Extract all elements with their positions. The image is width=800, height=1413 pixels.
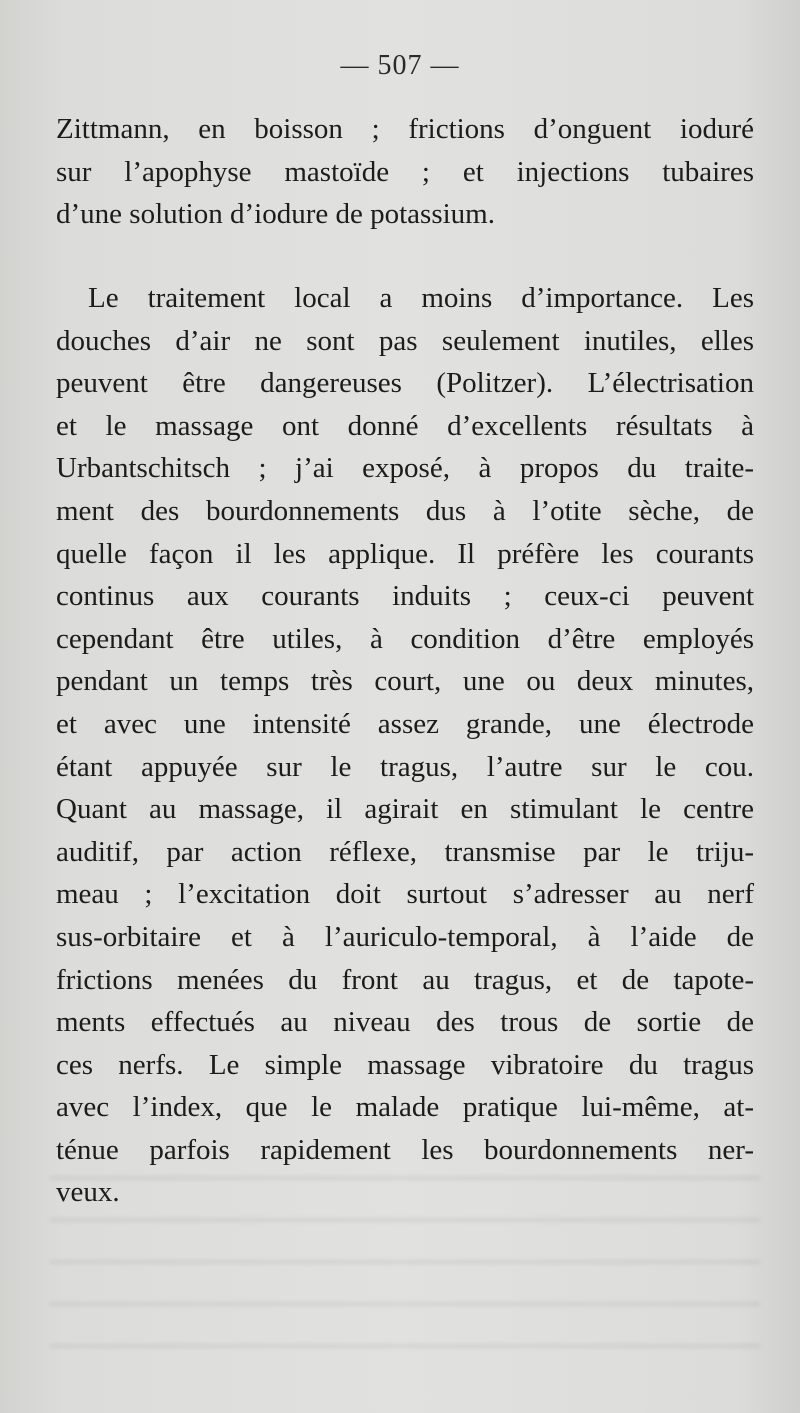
- text-line: Le traitement local a moins d’importance. Les: [88, 282, 754, 314]
- paragraph-2: [56, 277, 754, 1214]
- text-line: ténue parfois rapidement les bourdonnements ner-: [56, 1133, 754, 1166]
- text-line: avec l’index, que le malade pratique lui-même, at-: [56, 1091, 754, 1124]
- paragraph-1: [56, 108, 754, 236]
- text-line: veux.: [56, 1176, 120, 1209]
- text-line: ments effectués au niveau des trous de sortie de: [56, 1006, 754, 1039]
- text-line: pendant un temps très court, une ou deux minutes,: [56, 665, 754, 698]
- text-line: d’une solution d’iodure de potassium.: [56, 198, 495, 231]
- show-through-shadow: [50, 1150, 760, 1360]
- page-number: — 507 —: [340, 50, 460, 81]
- text-line: douches d’air ne sont pas seulement inutiles, elles: [56, 324, 754, 357]
- text-line: sur l’apophyse mastoïde ; et injections tubaires: [56, 155, 754, 188]
- text-line: quelle façon il les applique. Il préfère les courants: [56, 537, 754, 570]
- text-line: Zittmann, en boisson ; frictions d’onguent ioduré: [56, 113, 754, 145]
- text-line: meau ; l’excitation doit surtout s’adresser au nerf: [56, 878, 754, 911]
- text-line: cependant être utiles, à condition d’être employés: [56, 622, 754, 655]
- text-line: frictions menées du front au tragus, et de tapote-: [56, 963, 754, 996]
- text-line: étant appuyée sur le tragus, l’autre sur le cou.: [56, 750, 754, 783]
- text-line: ces nerfs. Le simple massage vibratoire du tragus: [56, 1048, 754, 1081]
- text-line: Urbantschitsch ; j’ai exposé, à propos du traite-: [56, 452, 754, 485]
- text-line: Quant au massage, il agirait en stimulant le centre: [56, 793, 754, 826]
- text-line: et le massage ont donné d’excellents résultats à: [56, 409, 754, 442]
- text-line: et avec une intensité assez grande, une électrode: [56, 707, 754, 740]
- text-line: peuvent être dangereuses (Politzer). L’électrisation: [56, 367, 754, 400]
- text-line: ment des bourdonnements dus à l’otite sèche, de: [56, 494, 754, 527]
- text-line: sus-orbitaire et à l’auriculo-temporal, à l’aide de: [56, 920, 754, 953]
- text-line: auditif, par action réflexe, transmise par le triju-: [56, 835, 754, 868]
- text-line: continus aux courants induits ; ceux-ci peuvent: [56, 580, 754, 613]
